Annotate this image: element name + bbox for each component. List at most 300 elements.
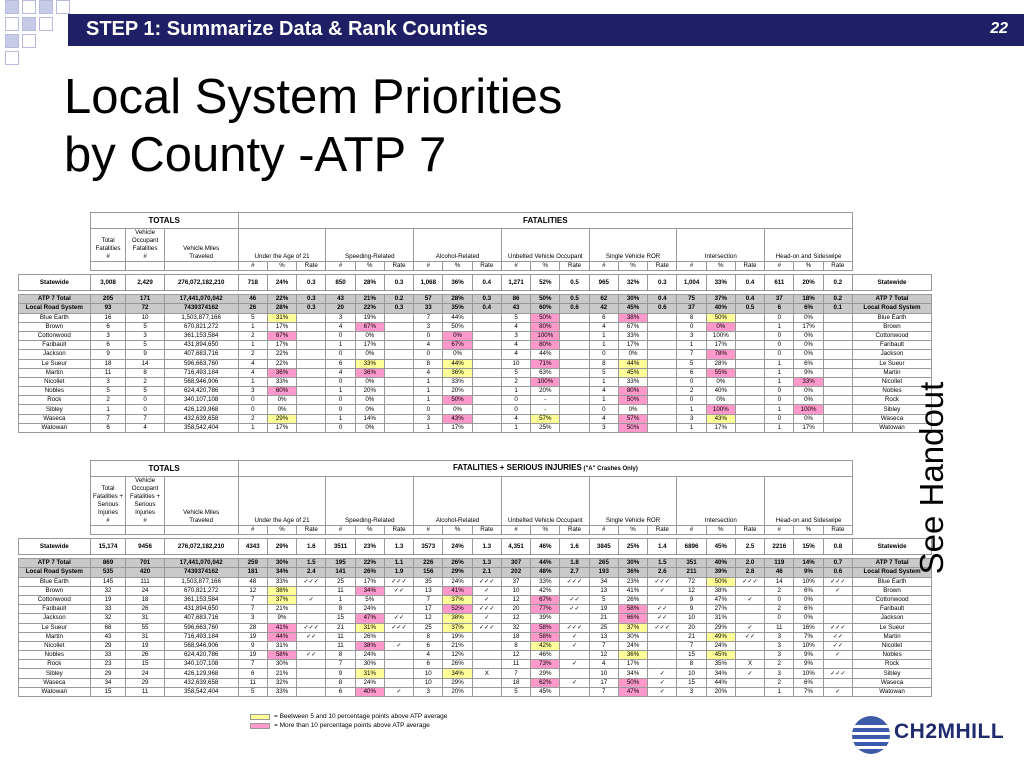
county-cell: 32 xyxy=(90,614,126,623)
county-cell: 11 xyxy=(326,586,355,595)
county-cell: Cottonwood xyxy=(19,595,91,604)
county-cell: 1 xyxy=(326,341,355,350)
county-cell: 7 xyxy=(501,669,530,678)
county-cell: 3 xyxy=(414,322,443,331)
decor-square xyxy=(22,17,36,31)
county-cell: 36% xyxy=(443,368,472,377)
county-cell: 6 xyxy=(90,322,126,331)
county-cell xyxy=(735,396,764,405)
county-cell: 42% xyxy=(531,586,560,595)
county-cell: 1 xyxy=(238,322,267,331)
column-header-line: Serious xyxy=(97,501,119,508)
county-cell: 21% xyxy=(267,669,296,678)
county-cell: 3 xyxy=(126,331,164,340)
county-cell: 38% xyxy=(618,313,647,322)
county-cell: 7 xyxy=(414,595,443,604)
county-cell xyxy=(384,651,413,660)
subheader: # xyxy=(238,262,267,271)
county-cell: Le Sueur xyxy=(853,623,932,632)
atp-cell: 701 xyxy=(126,559,164,568)
county-cell: 0% xyxy=(794,614,823,623)
county-cell xyxy=(560,586,589,595)
county-row xyxy=(19,595,932,604)
page-number: 22 xyxy=(990,20,1008,37)
county-cell: 0 xyxy=(765,396,794,405)
atp-cell: 39% xyxy=(706,568,735,577)
county-cell xyxy=(823,396,852,405)
county-cell: 21 xyxy=(326,623,355,632)
county-cell: 6% xyxy=(794,359,823,368)
county-cell: 0 xyxy=(765,341,794,350)
subheader: % xyxy=(443,526,472,535)
county-cell: 13 xyxy=(589,632,618,641)
county-cell xyxy=(823,368,852,377)
atp-cell: 2.8 xyxy=(735,568,764,577)
county-cell xyxy=(297,350,326,359)
county-cell: 5 xyxy=(126,322,164,331)
atp-cell: 40% xyxy=(706,304,735,313)
atp-cell: Local Road System xyxy=(853,568,932,577)
county-cell: 11 xyxy=(326,641,355,650)
column-header-line: Total xyxy=(101,485,115,492)
county-cell: 3 xyxy=(414,687,443,696)
county-cell: 24% xyxy=(355,651,384,660)
county-cell: ✓✓✓ xyxy=(472,623,501,632)
county-cell: 6 xyxy=(414,641,443,650)
county-cell: 9% xyxy=(794,368,823,377)
county-cell: 15 xyxy=(677,651,706,660)
county-cell: Nicollet xyxy=(19,377,91,386)
decor-square xyxy=(39,0,53,14)
atp-cell: 0.6 xyxy=(823,568,852,577)
county-cell: Faribault xyxy=(19,341,91,350)
county-cell: 29% xyxy=(443,678,472,687)
atp-cell: 202 xyxy=(501,568,530,577)
subheader: # xyxy=(677,262,706,271)
county-cell xyxy=(648,322,677,331)
county-cell: 11 xyxy=(90,368,126,377)
county-cell xyxy=(384,414,413,423)
county-cell: 35 xyxy=(414,577,443,586)
county-cell xyxy=(472,313,501,322)
county-cell: 2 xyxy=(126,377,164,386)
county-cell: 3 xyxy=(501,331,530,340)
county-row xyxy=(19,359,932,368)
county-cell: 15 xyxy=(126,660,164,669)
atp-cell: 44% xyxy=(531,559,560,568)
county-cell: Faribault xyxy=(19,605,91,614)
county-cell: ✓ xyxy=(648,586,677,595)
statewide-cell: 611 xyxy=(765,275,794,291)
county-cell xyxy=(472,396,501,405)
county-cell: ✓ xyxy=(823,687,852,696)
county-cell: 1 xyxy=(326,387,355,396)
county-cell: 29 xyxy=(90,641,126,650)
county-cell xyxy=(384,678,413,687)
statewide-cell: 23% xyxy=(355,539,384,555)
county-cell xyxy=(472,341,501,350)
subheader: # xyxy=(765,262,794,271)
county-cell: 6 xyxy=(589,313,618,322)
county-cell xyxy=(735,423,764,432)
county-cell: 12 xyxy=(501,595,530,604)
county-cell: 26% xyxy=(443,660,472,669)
county-cell: 32% xyxy=(267,678,296,687)
atp-cell: 6% xyxy=(794,304,823,313)
county-cell: 34% xyxy=(355,586,384,595)
header-blank xyxy=(19,526,91,535)
county-cell: ✓✓ xyxy=(648,605,677,614)
county-cell: 4 xyxy=(326,368,355,377)
county-cell: 340,107,108 xyxy=(164,660,238,669)
county-cell: 7 xyxy=(677,350,706,359)
county-cell: 2 xyxy=(501,377,530,386)
county-cell: 426,129,968 xyxy=(164,405,238,414)
county-cell: 17% xyxy=(267,341,296,350)
county-cell: 28 xyxy=(238,623,267,632)
atp-cell: 36% xyxy=(618,568,647,577)
atp-cell: 171 xyxy=(126,295,164,304)
county-cell: 72 xyxy=(677,577,706,586)
county-cell: 1 xyxy=(501,423,530,432)
decor-square xyxy=(5,51,19,65)
county-cell: 3 xyxy=(765,669,794,678)
county-cell: 0% xyxy=(706,396,735,405)
header-blank xyxy=(19,461,91,477)
county-cell: Nobles xyxy=(19,387,91,396)
column-header xyxy=(164,229,238,262)
subheader xyxy=(126,262,164,271)
county-cell: 1 xyxy=(677,405,706,414)
category-header: Speeding-Related xyxy=(326,477,414,526)
atp-cell: 2.6 xyxy=(648,568,677,577)
statewide-cell: 9456 xyxy=(126,539,164,555)
county-cell: 7 xyxy=(677,641,706,650)
county-cell: 0 xyxy=(126,396,164,405)
column-header-line: Fatalities + xyxy=(129,493,161,500)
county-cell: 38% xyxy=(267,586,296,595)
subheader: % xyxy=(794,262,823,271)
county-cell: 67% xyxy=(443,341,472,350)
statewide-cell: 24% xyxy=(267,275,296,291)
county-cell: 33 xyxy=(90,605,126,614)
county-cell: 17% xyxy=(267,423,296,432)
statewide-cell: 3573 xyxy=(414,539,443,555)
county-cell xyxy=(560,341,589,350)
statewide-cell: 1,068 xyxy=(414,275,443,291)
statewide-cell: 3,008 xyxy=(90,275,126,291)
county-cell: 1 xyxy=(765,368,794,377)
county-cell: Cottonwood xyxy=(19,331,91,340)
county-cell: 8 xyxy=(589,359,618,368)
county-cell: 30% xyxy=(355,660,384,669)
statewide-cell: 4,351 xyxy=(501,539,530,555)
county-cell: 21% xyxy=(443,641,472,650)
county-cell: 6% xyxy=(794,605,823,614)
atp-cell: ATP 7 Total xyxy=(19,295,91,304)
statewide-cell: 33% xyxy=(706,275,735,291)
county-cell: 44% xyxy=(443,359,472,368)
subheader: % xyxy=(355,526,384,535)
county-cell: 41% xyxy=(443,586,472,595)
county-cell: 4 xyxy=(414,368,443,377)
county-cell xyxy=(472,687,501,696)
county-cell: 19 xyxy=(589,605,618,614)
atp-cell: 26% xyxy=(443,559,472,568)
subheader: % xyxy=(531,526,560,535)
county-cell: 2 xyxy=(765,586,794,595)
county-cell xyxy=(823,387,852,396)
county-cell: 38% xyxy=(706,586,735,595)
county-cell: 17% xyxy=(355,577,384,586)
subheader: Rate xyxy=(823,526,852,535)
county-cell: 1 xyxy=(765,687,794,696)
county-cell: ✓✓✓ xyxy=(472,577,501,586)
county-cell: 73% xyxy=(531,660,560,669)
decor-square xyxy=(5,17,19,31)
decor-square xyxy=(5,34,19,48)
column-header-row xyxy=(19,229,932,262)
county-cell: Cottonwood xyxy=(852,331,931,340)
statewide-cell: 1,004 xyxy=(677,275,706,291)
category-header: Intersection xyxy=(677,229,765,262)
county-cell: 4 xyxy=(589,387,618,396)
county-cell xyxy=(823,660,852,669)
county-cell: 4 xyxy=(414,341,443,350)
county-cell xyxy=(297,641,326,650)
county-cell: 50% xyxy=(706,577,735,586)
atp-cell: 2.4 xyxy=(297,568,326,577)
county-cell: 20% xyxy=(706,687,735,696)
county-cell: 0% xyxy=(794,396,823,405)
county-cell: 0 xyxy=(126,405,164,414)
county-cell: 33% xyxy=(267,577,296,586)
atp-cell: 37 xyxy=(765,295,794,304)
county-cell: 11 xyxy=(501,660,530,669)
atp-cell: 0.3 xyxy=(384,304,413,313)
county-cell xyxy=(472,377,501,386)
statewide-cell: 718 xyxy=(238,275,267,291)
statewide-cell: 1,271 xyxy=(501,275,530,291)
county-cell: 7 xyxy=(326,660,355,669)
atp-cell: 20 xyxy=(326,304,355,313)
county-cell: 2 xyxy=(238,414,267,423)
subheader: % xyxy=(443,262,472,271)
county-cell: 1 xyxy=(414,423,443,432)
county-cell xyxy=(648,387,677,396)
statewide-cell: 0.2 xyxy=(823,275,852,291)
column-header-line: Fatalities xyxy=(95,245,121,252)
county-cell: 0% xyxy=(706,377,735,386)
county-cell xyxy=(648,632,677,641)
county-cell: 568,946,906 xyxy=(164,641,238,650)
atp-cell: 141 xyxy=(326,568,355,577)
county-cell: 44% xyxy=(267,632,296,641)
statewide-cell: 2,429 xyxy=(126,275,164,291)
county-cell: 4 xyxy=(126,423,164,432)
county-cell: 10% xyxy=(794,577,823,586)
header-blank xyxy=(19,229,91,262)
county-cell: 6 xyxy=(326,687,355,696)
county-cell: Nobles xyxy=(19,651,91,660)
county-cell: 0 xyxy=(589,405,618,414)
county-cell: 50% xyxy=(618,678,647,687)
county-cell: 33 xyxy=(90,651,126,660)
county-cell: Jackson xyxy=(19,614,91,623)
legend-item-yellow xyxy=(250,712,447,721)
county-cell xyxy=(823,414,852,423)
county-cell: ✓ xyxy=(735,623,764,632)
county-cell xyxy=(648,313,677,322)
county-cell: Brown xyxy=(852,322,931,331)
county-cell: 50% xyxy=(618,423,647,432)
atp-cell: 0.3 xyxy=(472,295,501,304)
subheader: Rate xyxy=(648,526,677,535)
atp-cell: 18% xyxy=(794,295,823,304)
county-cell: 35% xyxy=(706,660,735,669)
county-cell: 50% xyxy=(531,313,560,322)
atp-cell: 265 xyxy=(589,559,618,568)
county-cell: 1 xyxy=(238,341,267,350)
county-cell xyxy=(648,350,677,359)
county-row xyxy=(19,586,932,595)
county-cell: Watowan xyxy=(852,423,931,432)
county-cell: 8 xyxy=(501,641,530,650)
county-cell: 340,107,108 xyxy=(164,396,238,405)
atp-cell: 48% xyxy=(531,568,560,577)
county-cell: ✓✓ xyxy=(823,641,852,650)
county-row xyxy=(19,313,932,322)
county-cell: 24% xyxy=(355,605,384,614)
county-cell: 14 xyxy=(126,359,164,368)
county-cell: 1 xyxy=(238,423,267,432)
atp-cell: 226 xyxy=(414,559,443,568)
county-cell xyxy=(560,669,589,678)
county-cell: 7 xyxy=(238,595,267,604)
county-cell: 67% xyxy=(618,322,647,331)
county-cell xyxy=(297,331,326,340)
column-header-line: Traveled xyxy=(189,253,214,260)
county-cell: 44% xyxy=(531,350,560,359)
county-cell: ✓ xyxy=(472,586,501,595)
atp-cell: 21% xyxy=(355,295,384,304)
county-cell xyxy=(384,396,413,405)
county-cell: Sibley xyxy=(853,669,932,678)
county-cell: Jackson xyxy=(19,350,91,359)
county-cell: 431,894,650 xyxy=(164,605,238,614)
atp-cell: 17,441,070,042 xyxy=(164,559,238,568)
county-cell: 0 xyxy=(326,331,355,340)
county-cell: 5% xyxy=(355,595,384,604)
county-cell: Rock xyxy=(853,660,932,669)
county-cell xyxy=(384,632,413,641)
county-cell: 3 xyxy=(414,414,443,423)
county-cell xyxy=(384,322,413,331)
county-cell xyxy=(472,641,501,650)
atp-cell: 0.5 xyxy=(735,304,764,313)
county-cell: 0% xyxy=(794,331,823,340)
totals-header: TOTALS xyxy=(90,213,238,229)
county-cell: 45% xyxy=(531,687,560,696)
column-header xyxy=(90,477,126,526)
atp-cell: 46 xyxy=(765,568,794,577)
county-cell: 41% xyxy=(267,623,296,632)
subheader: Rate xyxy=(384,262,413,271)
header-blank xyxy=(19,213,91,229)
county-cell: 0 xyxy=(326,377,355,386)
county-cell xyxy=(560,651,589,660)
county-cell: 10 xyxy=(677,614,706,623)
county-cell: ✓✓✓ xyxy=(472,605,501,614)
county-cell: 12 xyxy=(238,586,267,595)
atp-cell: 62 xyxy=(589,295,618,304)
county-cell: 4 xyxy=(589,322,618,331)
statewide-cell: Statewide xyxy=(19,275,91,291)
county-cell xyxy=(735,405,764,414)
county-cell: 5 xyxy=(589,368,618,377)
statewide-cell: 6896 xyxy=(677,539,706,555)
county-cell: 145 xyxy=(90,577,126,586)
atp-cell: 33 xyxy=(414,304,443,313)
county-cell: 18 xyxy=(126,595,164,604)
county-cell: 3 xyxy=(238,614,267,623)
county-cell: 1,503,877,166 xyxy=(164,577,238,586)
county-cell: Jackson xyxy=(852,350,931,359)
county-cell: 13 xyxy=(414,586,443,595)
county-cell: 0% xyxy=(443,350,472,359)
statewide-cell: 0.4 xyxy=(472,275,501,291)
statewide-cell: 276,072,182,210 xyxy=(164,539,238,555)
county-cell: 12 xyxy=(677,586,706,595)
county-cell: Waseca xyxy=(852,414,931,423)
county-cell: Blue Earth xyxy=(853,577,932,586)
county-cell: 20 xyxy=(501,605,530,614)
subheader: Rate xyxy=(297,262,326,271)
atp-cell: 1.9 xyxy=(384,568,413,577)
county-cell: 1 xyxy=(589,377,618,386)
county-cell: 3 xyxy=(90,331,126,340)
county-cell: 1 xyxy=(677,423,706,432)
county-cell: 4 xyxy=(589,660,618,669)
county-cell: 716,493,184 xyxy=(164,632,238,641)
county-cell: 7 xyxy=(589,641,618,650)
county-cell: Brown xyxy=(853,586,932,595)
county-cell: 80% xyxy=(531,322,560,331)
category-header: Head-on and Sideswipe xyxy=(765,229,853,262)
county-cell xyxy=(472,331,501,340)
county-cell: 100% xyxy=(531,377,560,386)
county-cell: ✓ xyxy=(560,660,589,669)
county-cell: 100% xyxy=(531,331,560,340)
county-cell xyxy=(297,687,326,696)
county-cell: 36% xyxy=(267,368,296,377)
county-cell: 11 xyxy=(326,632,355,641)
county-row xyxy=(19,396,932,405)
statewide-cell: 850 xyxy=(326,275,355,291)
county-cell: Blue Earth xyxy=(19,313,91,322)
column-header-row xyxy=(19,477,932,526)
title-line-2: by County -ATP 7 xyxy=(64,128,447,182)
atp-cell: 0.4 xyxy=(648,295,677,304)
county-cell: 19 xyxy=(238,651,267,660)
county-row xyxy=(19,641,932,650)
atp-cell: 37 xyxy=(677,304,706,313)
county-cell: 568,946,906 xyxy=(164,377,238,386)
subheader: % xyxy=(267,262,296,271)
county-cell: 624,420,786 xyxy=(164,387,238,396)
county-cell xyxy=(823,322,852,331)
county-cell xyxy=(297,377,326,386)
